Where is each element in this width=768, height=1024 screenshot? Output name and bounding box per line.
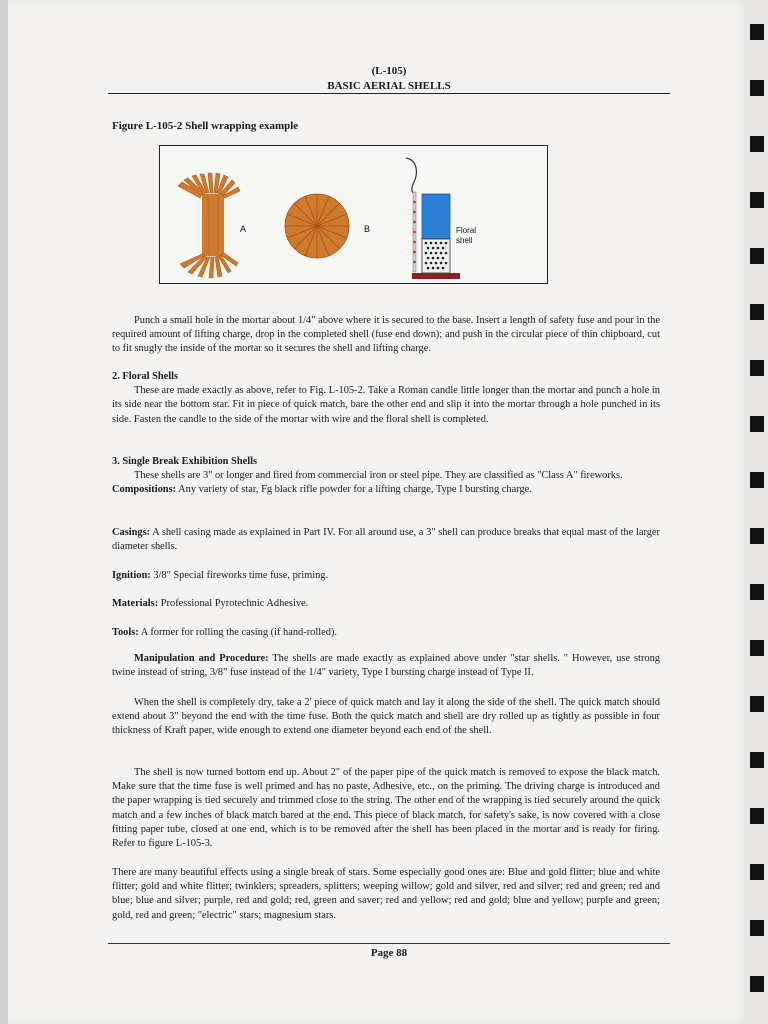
binding-ring	[750, 304, 764, 320]
materials-paragraph	[112, 597, 660, 611]
paragraph-effects: There are many beautiful effects using a single break of stars. Some especially good ones are: Blue and gold flitter; blue and white flitter; gold and white flitter; twinklers; spreaders, splitters; weeping willow; gold and silver, red and silver; red and green; red and blue; blue and silver; purple, red and gold; red, green and saver; red and yellow; red and gold; blue and yellow; purple and green; gold, red and green; "electric" stars; magnesium stars.	[112, 867, 660, 921]
binding-ring	[750, 696, 764, 712]
chipboard-disc-b-drawing	[285, 194, 349, 258]
page-number: Page 88	[370, 947, 408, 959]
binding-ring	[750, 584, 764, 600]
binding-ring	[750, 248, 764, 264]
tools-text: A former for rolling the casing (if hand-rolled).	[138, 627, 337, 638]
paragraph-shell-dry: When the shell is completely dry, take a 2' piece of quick match and lay it along the side of the shell. The quick match should extend about 3" beyond the end with the time fuse. Both the quick match and shell are dry rolled up as tightly as possible in four thickness of Kraft paper, wide enough to extend one diameter beyond each end of the shell.	[112, 697, 660, 737]
binding-ring	[750, 24, 764, 40]
ignition-text: 3/8" Special fireworks time fuse, priming.	[150, 570, 329, 581]
manipulation-paragraph	[112, 652, 660, 680]
binding-ring	[750, 80, 764, 96]
header-title: BASIC AERIAL SHELLS	[327, 80, 451, 92]
single-break-heading: 3. Single Break Exhibition Shells	[112, 456, 258, 467]
binding-ring	[750, 360, 764, 376]
floral-label-line1: Floral	[456, 226, 477, 235]
ignition-paragraph	[112, 569, 660, 583]
floral-body: These are made exactly as above, refer to Fig. L-105-2. Take a Roman candle little longer than the mortar and punch a hole in its side near the bottom star. Fit in piece of quick match, bare the other end and slip it into the mortar through a hole punched in its side. Fasten the candle to the side of the mortar with wire and the floral shell is completed.	[112, 385, 660, 425]
manipulation-label: Manipulation and Procedure:	[134, 653, 269, 664]
figure-drawing	[160, 146, 547, 283]
single-break-body: These shells are 3" or longer and fired from commercial iron or steel pipe. They are classified as "Class A" fireworks.	[134, 470, 623, 482]
binding-ring	[750, 864, 764, 880]
section-single-break	[112, 455, 660, 498]
compositions-label: Compositions:	[112, 484, 177, 496]
floral-label-line2: shell	[456, 236, 473, 245]
tools-paragraph	[112, 626, 660, 640]
binding-ring	[750, 472, 764, 488]
paragraph-shell-turned: The shell is now turned bottom end up. About 2" of the paper pipe of the quick match is removed to expose the black match. Make sure that the time fuse is well primed and has no paste, Adhesive, etc., on the priming. The driving charge is introduced and the paper wrapping is tied securely and trimmed close to the string. The other end of the wrapping is tied securely around the quick match and a few inches of black match bared at the end. This piece of black match, for safety's sake, is now covered with a close fitting paper tube, closed at one end, which is to be removed after the shell has been placed in the mortar and is ready for firing. Refer to figure L-105-3.	[112, 767, 660, 850]
wrapped-shell-a-drawing	[178, 173, 240, 278]
binding-ring	[750, 640, 764, 656]
binding-ring	[750, 752, 764, 768]
document-page	[8, 0, 750, 1024]
spiral-binding	[744, 0, 768, 1024]
page-header	[108, 64, 670, 94]
binding-ring	[750, 976, 764, 992]
tools-label: Tools:	[112, 627, 139, 638]
floral-heading: 2. Floral Shells	[112, 371, 179, 382]
materials-text: Professional Pyrotechnic Adhesive.	[158, 598, 309, 609]
casings-paragraph	[112, 526, 660, 554]
casings-text: A shell casing made as explained in Part IV. For all around use, a 3" shell can produce breaks that equal mast of the larger diameter shells.	[112, 527, 660, 553]
header-rule	[108, 93, 670, 94]
compositions-line	[112, 483, 660, 497]
label-a: A	[240, 224, 247, 234]
binding-ring	[750, 528, 764, 544]
materials-label: Materials:	[112, 598, 159, 609]
floral-shell-mortar-drawing	[406, 158, 460, 279]
shell-wrapping-figure	[159, 145, 548, 284]
manipulation-text: The shells are made exactly as explained above under "star shells. " However, use strong twine instead of string, 3/8" fuse instead of the 1/4" variety, Type I bursting charge instead of Type II.	[112, 653, 660, 679]
binding-ring	[750, 416, 764, 432]
binding-ring	[750, 920, 764, 936]
footer-rule	[108, 943, 670, 944]
figure-title: Figure L-105-2 Shell wrapping example	[112, 120, 299, 132]
binding-ring	[750, 808, 764, 824]
paragraph-mortar-fuse: Punch a small hole in the mortar about 1/4" above where it is secured to the base. Insert a length of safety fuse and pour in the required amount of lifting charge, drop in the completed shell (fuse end down); and push in the circular piece of thin chipboard, cut to fit snugly the inside of the mortar so it secures the shell and lifting charge.	[112, 315, 660, 355]
compositions-text: Any variety of star, Fg black rifle powder for a lifting charge, Type I bursting charge.	[176, 484, 532, 496]
section-floral-shells	[112, 370, 660, 427]
ignition-label: Ignition:	[112, 570, 151, 581]
label-b: B	[364, 224, 371, 234]
binding-ring	[750, 192, 764, 208]
casings-label: Casings:	[112, 527, 151, 538]
binding-ring	[750, 136, 764, 152]
header-code: (L-105)	[371, 65, 407, 77]
